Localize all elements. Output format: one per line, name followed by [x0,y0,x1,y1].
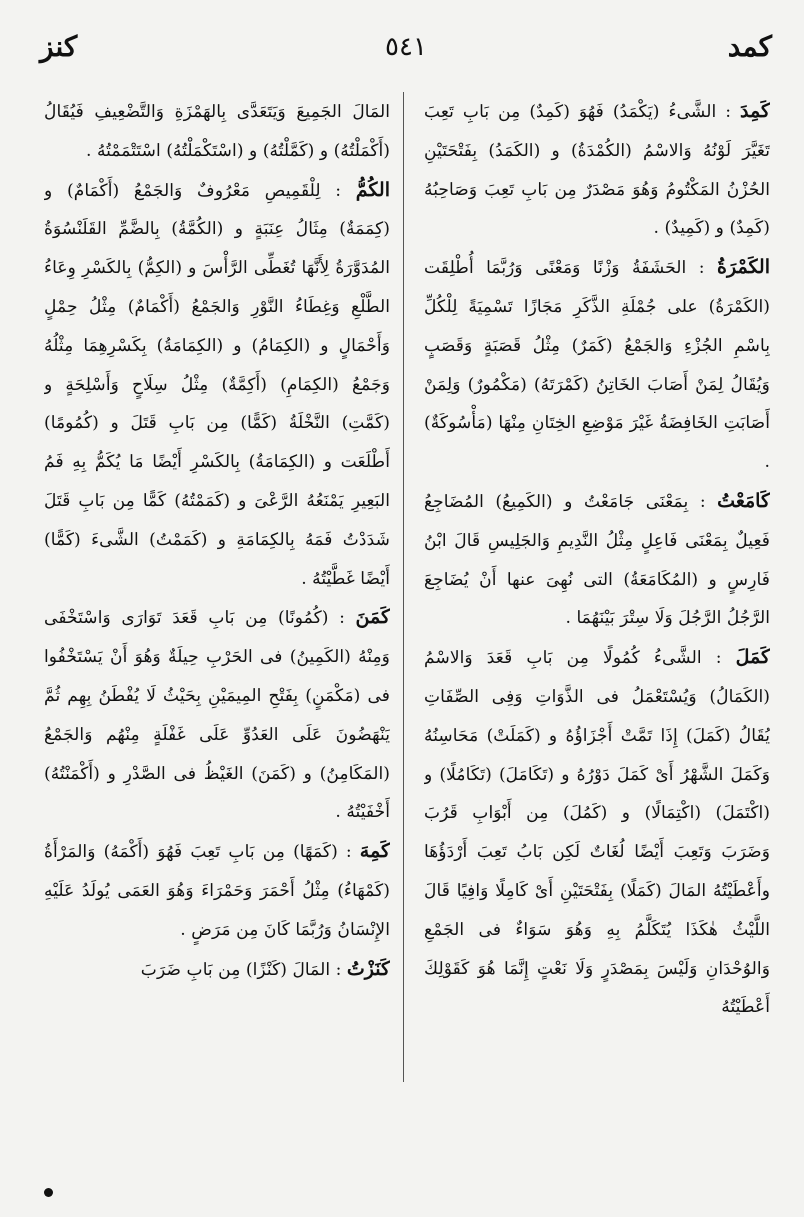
page-header [40,30,772,70]
ink-dot [44,1188,53,1197]
entry-kamana [44,598,390,832]
entry-headword: كَامَعْتُ [717,489,770,512]
entry-headword: كَمِدَ [739,100,770,122]
entry-headword: كَمَلَ [735,646,770,669]
entry-kamra [424,248,770,482]
entry-headword: الكُمُّ [355,178,390,201]
entry-text: : لِلْقَمِيصِ مَعْرُوفٌ وَالجَمْعُ (أَكْمَامٌ) و (كِمَمَةٌ) مِثَالُ عِنَبَةٍ و (الكُمَّةُ) بِالضَّمِّ القَلَنْسُوَةُ المُدَوَّرَةُ لِأَنَّهَا تُغَطِّى الرَّأْسَ و (الكِمُّ) بِالكَسْرِ وِعَاءُ الطَّلْعِ وَغِطَاءُ النَّوْرِ وَالجَمْعُ (أَكْمَامٌ) مِثْلُ حِمْلٍ وَأَحْمَالٍ و (الكِمَامُ) و (الكِمَامَةُ) بِكَسْرِهِمَا مِثْلُهُ وَجَمْعُ (الكِمَامِ) (أَكِمَّةٌ) مِثْلُ سِلَاحٍ وَأَسْلِحَةٍ و (كَمَّتِ) النَّخْلَةُ (كَمًّا) مِن بَابِ قَتَلَ و (كُمُومًا) أَطْلَعَت و (الكِمَامَةُ) بِالكَسْرِ أَيْضًا مَا يُكَمُّ بِهِ فَمُ البَعِيرِ يَمْنَعُهُ الرَّعْىَ و (كَمَمْتُهُ) كَمًّا مِن بَابِ قَتَلَ شَدَدْتُ فَمَهُ بِالكِمَامَةِ و (كَمَمْتُ) الشَّىءَ (كَمًّا) أَيْضًا غَطَّيْتُهُ . [44,180,390,589]
page-number: ٥٤١ [385,32,427,62]
entry-continuation [44,92,390,171]
right-column [424,92,770,1092]
left-column [44,92,390,1092]
entry-text: : المَالَ (كَنْزًا) مِن بَابِ ضَرَبَ [140,959,342,980]
entry-kanaztu [44,950,390,990]
entry-text: : الحَشَفَةُ وَزْنًا وَمَعْنًى وَرُبَّمَا أُطْلِقَت (الكَمْرَةُ) على جُمْلَةِ الذَّكَرِ مَجَازًا تَسْمِيَةً لِلْكُلِّ بِاسْمِ الجُزْءِ وَالجَمْعُ (كَمَرٌ) مِثْلُ قَصَبَةٍ وَقَصَبٍ وَيُقَالُ لِمَنْ أَصَابَ الخَاتِنُ (كَمْرَتَهُ) (مَكْمُورٌ) وَلِمَنْ أَصَابَتِ الخَافِضَةُ غَيْرَ مَوْضِعِ الخِتَانِ مِنْهَا (مَأْسُوكَةٌ) . [424,258,770,473]
guideword-left: كنز [40,30,78,63]
entry-text: : (كَمَهًا) مِن بَابِ تَعِبَ فَهُوَ (أَكْمَهُ) وَالمَرْأَةُ (كَمْهَاءُ) مِثْلُ أَحْمَرَ وَحَمْرَاءَ وَهُوَ العَمَى يُولَدُ عَلَيْهِ الإِنْسَانُ وَرُبَّمَا كَانَ مِن مَرَضٍ . [44,842,390,940]
entry-headword: كَمَنَ [355,606,390,629]
entry-kamiha [44,832,390,949]
entry-text: المَالَ الجَمِيعَ وَيَتَعَدَّى بِالهَمْزَةِ وَالتَّضْعِيفِ فَيُقَالُ (أَكْمَلْتُهُ) و (كَمَّلْتُهُ) و (اسْتَكْمَلْتُهُ) اسْتَتْمَمْتُهُ . [44,102,390,161]
entry-text: : الشَّىءُ كُمُولًا مِن بَابِ قَعَدَ وَالاسْمُ (الكَمَالُ) وَيُسْتَعْمَلُ فى الذَّوَاتِ وَفِى الصِّفَاتِ يُقَالُ (كَمَلَ) إِذَا تَمَّتْ أَجْزَاؤُهُ و (كَمَلَتْ) مَحَاسِنُهُ وَكَمَلَ الشَّهْرُ أَىْ كَمَلَ دَوْرُهُ و (تَكَامَلَ) (تَكَامُلًا) و (اكْتَمَلَ) (اكْتِمَالًا) و (كَمُلَ) مِن أَبْوَابِ قَرُبَ وَضَرَبَ وَتَعِبَ أَيْضًا لُغَاتٌ لَكِن بَابُ تَعِبَ أَرْدَؤُهَا وأَعْطَيْتُهُ المَالَ (كَمَلًا) بِفَتْحَتَيْنِ أَىْ كَامِلًا وَافِيًا قَالَ اللَّيْثُ هٰكَذَا يُتَكَلَّمُ بِهِ وَهُوَ سَوَاءٌ فى الجَمْعِ وَالوُحْدَانِ وَلَيْسَ بِمَصْدَرٍ وَلَا نَعْتٍ إِنَّمَا هُوَ كَقَوْلِكَ أَعْطَيْتُهُ [424,648,770,1018]
guideword-right: كمد [727,30,772,63]
entry-text: : الشَّىءُ (يَكْمَدُ) فَهُوَ (كَمِدٌ) مِن بَابِ تَعِبَ تَغَيَّرَ لَوْنُهُ وَالاسْمُ (الكُمْدَةُ) و (الكَمَدُ) بِفَتْحَتَيْنِ الحُزْنُ المَكْتُومُ وَهُوَ مَصْدَرٌ مِن بَابِ تَعِبَ وَصَاحِبُهُ (كَمِدٌ) و (كَمِيدٌ) . [424,102,770,239]
entry-headword: كَمِهَ [359,840,390,863]
entry-headword: الكَمْرَةُ [717,256,770,279]
entry-kamida [424,92,770,248]
entry-text: : بِمَعْنَى جَامَعْتُ و (الكَمِيعُ) المُضَاجِعُ فَعِيلٌ بِمَعْنَى فَاعِلٍ مِثْلُ النَّدِيمِ وَالجَلِيسِ قَالَ ابْنُ فَارِسٍ و (المُكَامَعَةُ) التى نُهِىَ عنها أَنْ يُضَاجِعَ الرَّجُلُ الرَّجُلَ وَلَا سِتْرَ بَيْنَهُمَا . [424,491,770,629]
entry-kamala [424,638,770,1027]
entry-kumm [44,171,390,599]
entry-kamaat [424,482,770,638]
column-divider [403,92,404,1082]
entry-text: : (كُمُونًا) مِن بَابِ قَعَدَ تَوَارَى وَاسْتَخْفَى وَمِنْهُ (الكَمِينُ) فى الحَرْبِ حِيلَةٌ وَهُوَ أَنْ يَسْتَخْفُوا فى (مَكْمَنٍ) بِفَتْحِ المِيمَيْنِ بِحَيْثُ لَا يُفْطَنُ بِهِم ثُمَّ يَنْهَضُونَ عَلَى العَدُوِّ عَلَى غَفْلَةٍ مِنْهُم وَالجَمْعُ (المَكَامِنُ) و (كَمَنَ) الغَيْظُ فى الصَّدْرِ و (أَكْمَنْتُهُ) أَخْفَيْتُهُ . [44,608,390,823]
entry-headword: كَنَزْتُ [346,957,390,980]
